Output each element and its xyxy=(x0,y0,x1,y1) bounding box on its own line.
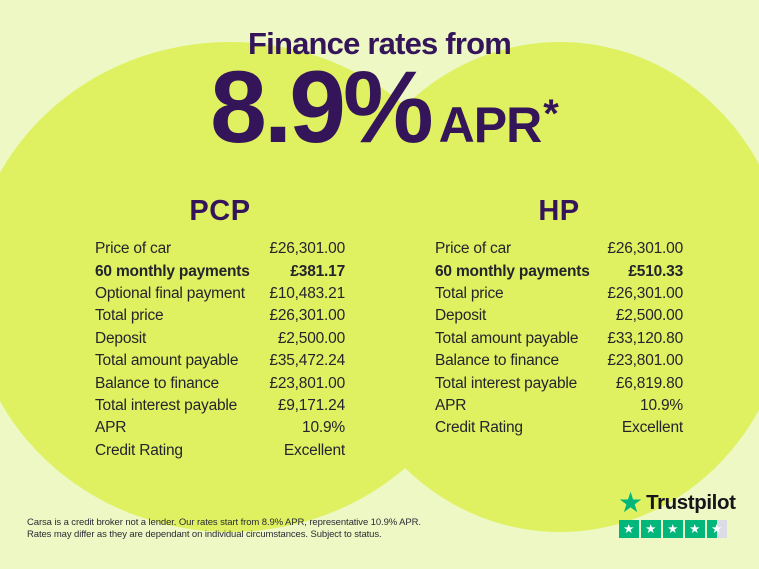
trustpilot-logo xyxy=(618,489,736,517)
table-row xyxy=(95,395,345,417)
row-label: Total price xyxy=(95,307,164,325)
row-label: Balance to finance xyxy=(435,352,559,370)
disclaimer-line-1: Carsa is a credit broker not a lender. Our rates start from 8.9% APR, representative 10.9% APR. xyxy=(27,517,421,528)
hp-rows xyxy=(435,238,683,440)
table-row xyxy=(95,417,345,439)
disclaimer-text xyxy=(27,517,421,542)
row-value: £33,120.80 xyxy=(607,329,683,347)
hp-finance-table xyxy=(435,197,683,440)
row-value: £2,500.00 xyxy=(277,329,345,347)
trustpilot-star-icon: ★ xyxy=(618,487,644,518)
row-value: £23,801.00 xyxy=(607,352,683,370)
table-row xyxy=(95,440,345,462)
row-value: 10.9% xyxy=(302,419,345,437)
disclaimer-line-2: Rates may differ as they are dependant on individual circumstances. Subject to status. xyxy=(27,529,382,541)
row-value: £26,301.00 xyxy=(607,284,683,302)
trustpilot-brand-text: Trustpilot xyxy=(646,491,736,514)
row-label: Deposit xyxy=(435,307,487,325)
rating-star-half xyxy=(707,520,727,538)
row-value: £26,301.00 xyxy=(269,307,345,325)
pcp-heading: PCP xyxy=(189,195,251,227)
rate-apr-label: APR xyxy=(438,97,542,153)
row-value: £6,819.80 xyxy=(615,374,683,392)
table-row xyxy=(95,283,345,305)
row-label: Balance to finance xyxy=(95,374,219,392)
row-label: Optional final payment xyxy=(95,284,245,302)
row-value: £35,472.24 xyxy=(269,352,345,370)
row-value: £510.33 xyxy=(628,262,683,280)
table-row xyxy=(435,350,683,372)
row-value: £381.17 xyxy=(290,262,345,280)
row-value: 10.9% xyxy=(640,396,683,414)
table-row xyxy=(435,328,683,350)
row-value: £26,301.00 xyxy=(269,240,345,258)
row-label: Deposit xyxy=(95,329,147,347)
table-row xyxy=(95,350,345,372)
hp-heading: HP xyxy=(538,195,580,227)
table-row xyxy=(435,238,683,260)
row-label: Credit Rating xyxy=(95,441,183,459)
table-row xyxy=(95,260,345,282)
rating-star-full xyxy=(685,520,705,538)
row-label: 60 monthly payments xyxy=(95,262,250,280)
trustpilot-widget xyxy=(618,489,736,538)
rating-star-full xyxy=(619,520,639,538)
pcp-rows xyxy=(95,238,345,462)
page-title: Finance rates from xyxy=(248,26,511,61)
star-glyph-icon: ★ xyxy=(623,521,635,536)
row-label: Total interest payable xyxy=(95,396,238,414)
row-label: Price of car xyxy=(435,240,511,258)
row-value: £23,801.00 xyxy=(269,374,345,392)
star-glyph-icon: ★ xyxy=(667,521,679,536)
rating-star-full xyxy=(641,520,661,538)
headline-rate xyxy=(0,50,759,164)
pcp-finance-table xyxy=(95,197,345,462)
row-value: £26,301.00 xyxy=(607,240,683,258)
table-row xyxy=(435,395,683,417)
row-value: Excellent xyxy=(621,419,683,437)
row-value: £9,171.24 xyxy=(277,396,345,414)
table-row xyxy=(95,328,345,350)
row-value: Excellent xyxy=(283,441,345,459)
row-label: Total interest payable xyxy=(435,374,578,392)
row-label: APR xyxy=(435,396,467,414)
row-label: APR xyxy=(95,419,127,437)
row-value: £2,500.00 xyxy=(615,307,683,325)
row-label: Total amount payable xyxy=(435,329,579,347)
row-label: Credit Rating xyxy=(435,419,523,437)
row-label: Total amount payable xyxy=(95,352,239,370)
rate-value: 8.9% xyxy=(210,50,431,164)
trustpilot-rating-stars xyxy=(619,520,736,538)
table-row xyxy=(95,305,345,327)
rating-star-full xyxy=(663,520,683,538)
star-glyph-icon: ★ xyxy=(689,521,701,536)
table-row xyxy=(435,417,683,439)
star-glyph-icon: ★ xyxy=(711,521,723,536)
row-label: Total price xyxy=(435,284,504,302)
row-label: 60 monthly payments xyxy=(435,262,590,280)
row-label: Price of car xyxy=(95,240,171,258)
table-row xyxy=(435,305,683,327)
star-glyph-icon: ★ xyxy=(645,521,657,536)
table-row xyxy=(435,372,683,394)
table-row xyxy=(95,238,345,260)
row-value: £10,483.21 xyxy=(269,284,345,302)
table-row xyxy=(435,283,683,305)
table-row xyxy=(435,260,683,282)
rate-asterisk: * xyxy=(543,92,559,136)
table-row xyxy=(95,372,345,394)
